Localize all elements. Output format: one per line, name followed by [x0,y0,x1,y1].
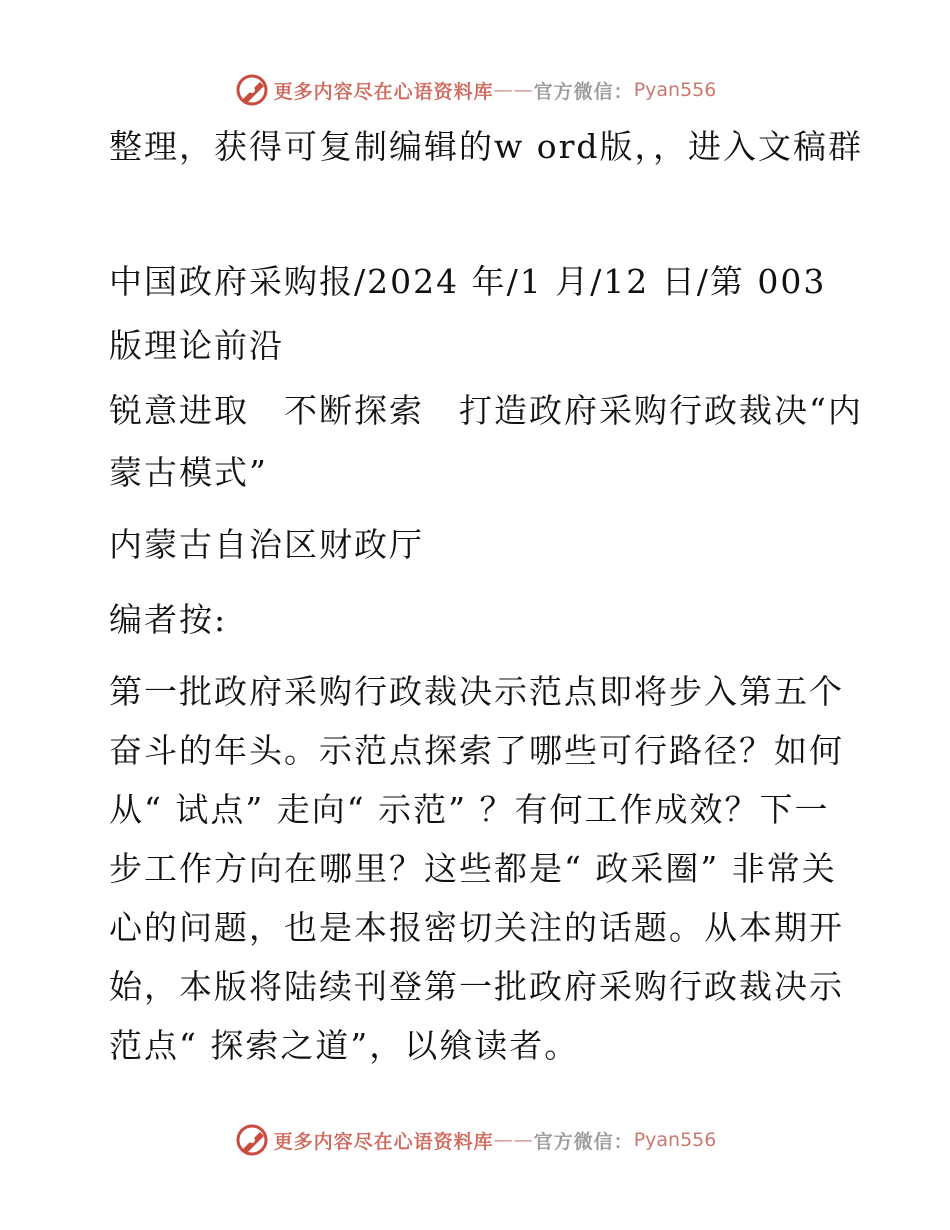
footer-slogan: 更多内容尽在心语资料库 [273,1130,494,1153]
footer-wechat-label: 官方微信： [533,1130,634,1153]
author-line: 内蒙古自治区财政厅 [109,525,424,564]
header-wechat-id: Pyan556 [633,79,717,101]
editor-note-label: 编者按: [109,600,228,639]
header-wechat-label: 官方微信： [533,80,634,103]
header-slogan: 更多内容尽在心语资料库 [273,80,494,103]
header-dash: —— [493,79,534,101]
pen-logo-icon [234,72,270,108]
intro-line: 整理，获得可复制编辑的w ord版，，进入文稿群 [109,127,864,166]
source-line: 中国政府采购报/2024 年/1 月/12 日/第 003 版理论前沿 [109,262,827,365]
footer-banner [0,1120,950,1160]
editor-note-body: 第一批政府采购行政裁决示范点即将步入第五个奋斗的年头。示范点探索了哪些可行路径？如何从“ 试点” 走向“ 示范” ？有何工作成效？下一步工作方向在哪里？这些都是“ 政采圈” 非常关心的问题，也是本报密切关注的话题。从本期开始，本版将陆续刊登第一批政府采购行政裁决示范点“ 探索之道”，以飨读者。 [109,672,844,1065]
header-banner [0,70,950,110]
footer-wechat-id: Pyan556 [633,1129,717,1151]
article-title: 锐意进取 不断探索 打造政府采购行政裁决“内蒙古模式” [109,391,863,492]
pen-logo-icon [234,1122,270,1158]
footer-dash: —— [493,1129,534,1151]
